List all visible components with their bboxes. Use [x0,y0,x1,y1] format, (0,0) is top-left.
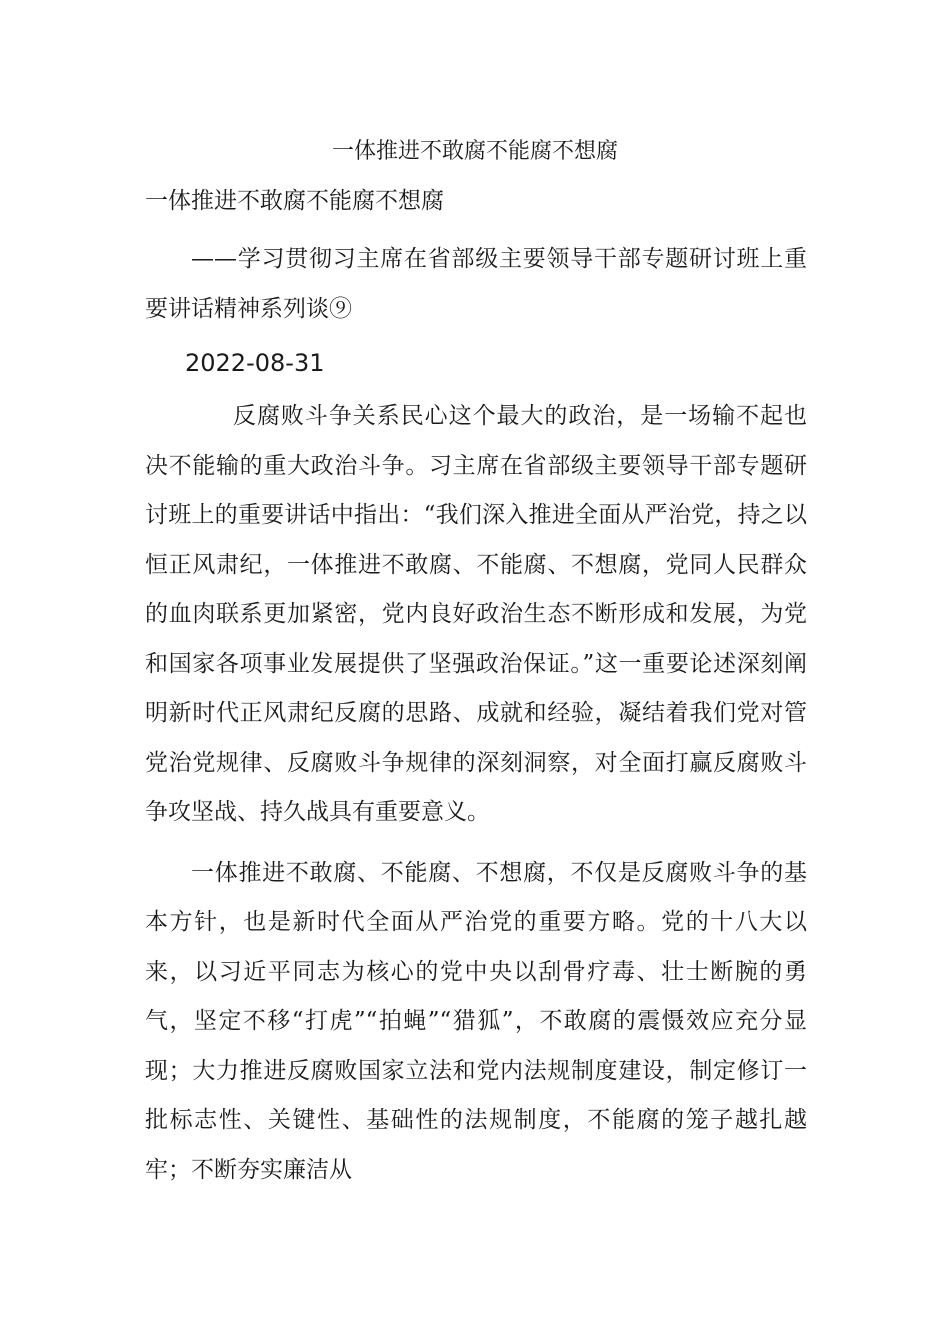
document-body [145,183,807,1195]
article-subtitle: ——学习贯彻习主席在省部级主要领导干部专题研讨班上重要讲话精神系列谈⑨ [145,246,807,322]
article-date: 2022-08-31 [185,349,325,377]
document-title: 一体推进不敢腐不能腐不想腐 [331,139,618,164]
body-paragraph-2: 一体推进不敢腐、不能腐、不想腐，不仅是反腐败斗争的基本方针，也是新时代全面从严治党的重要方略。党的十八大以来，以习近平同志为核心的党中央以刮骨疗毒、壮士断腕的勇气，坚定不移“打虎”“拍蝇”“猎狐”，不敢腐的震慑效应充分显现；大力推进反腐败国家立法和党内法规制度建设，制定修订一批标志性、关键性、基础性的法规制度，不能腐的笼子越扎越牢；不断夯实廉洁从 [145,859,807,1183]
body-paragraph-1: 反腐败斗争关系民心这个最大的政治，是一场输不起也决不能输的重大政治斗争。习主席在省部级主要领导干部专题研讨班上的重要讲话中指出：“我们深入推进全面从严治党，持之以恒正风肃纪，一体推进不敢腐、不能腐、不想腐，党同人民群众的血肉联系更加紧密，党内良好政治生态不断形成和发展，为党和国家各项事业发展提供了坚强政治保证。”这一重要论述深刻阐明新时代正风肃纪反腐的思路、成就和经验，凝结着我们党对管党治党规律、反腐败斗争规律的深刻洞察，对全面打赢反腐败斗争攻坚战、持久战具有重要意义。 [145,403,807,825]
article-heading: 一体推进不敢腐不能腐不想腐 [145,188,444,214]
